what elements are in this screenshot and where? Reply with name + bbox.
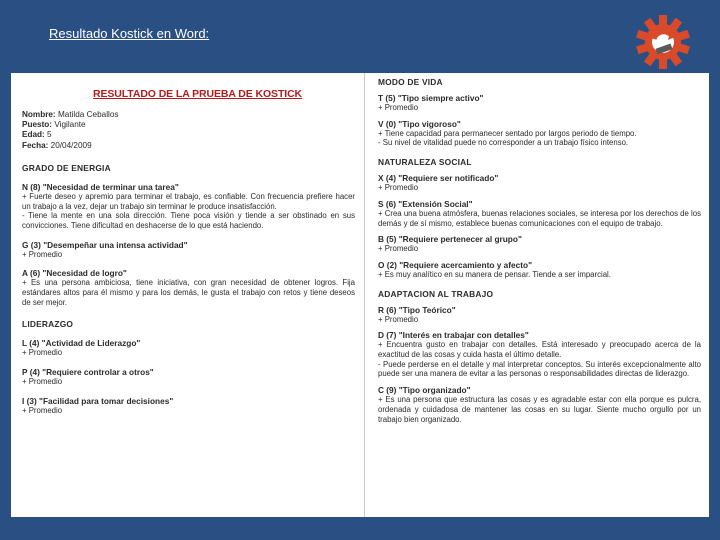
item-line: + Encuentra gusto en trabajar con detalles. Está interesado y preocupado acerca de la exactitud de las cosas y cuida hasta el último detalle. — [378, 340, 701, 360]
item-title: P (4) "Requiere controlar a otros" — [22, 367, 154, 378]
gear-logo-icon — [634, 13, 692, 71]
item-title: S (6) "Extensión Social" — [378, 198, 473, 209]
item-line: + Promedio — [378, 183, 419, 193]
item-title: O (2) "Requiere acercamiento y afecto" — [378, 259, 533, 270]
item-line: + Promedio — [22, 348, 63, 358]
item-line: + Promedio — [378, 244, 419, 254]
item-title: T (5) "Tipo siempre activo" — [378, 93, 484, 103]
item-line: - Tiene la mente en una sola dirección. Tiene poca visión y tiende a ser obstinado en sus convicciones. Tiene dificultad en deshacerse de lo que está haciendo. — [22, 211, 355, 230]
item-line: + Promedio — [378, 103, 419, 112]
section-heading: ADAPTACION AL TRABAJO — [378, 288, 494, 299]
item-title: A (6) "Necesidad de logro" — [22, 268, 127, 279]
item-line: + Es una persona que estructura las cosas y es agradable estar con ella porque es pulcra, ordenada y cuidadosa de mantener las cosas en su lugar. Siente mucho orgullo por un trabajo bien organizado. — [378, 395, 701, 424]
item-title: V (0) "Tipo vigoroso" — [378, 118, 461, 129]
document-right-column — [364, 73, 709, 517]
item-title: I (3) "Facilidad para tomar decisiones" — [22, 395, 174, 406]
candidate-info — [22, 110, 363, 151]
item-title: L (4) "Actividad de Liderazgo" — [22, 338, 141, 349]
item-line: - Puede perderse en el detalle y mal interpretar conceptos. Su interés excepcionalmente alto puede ser una manera de evitar a las personas o responsabilidades directas de liderazgo. — [378, 359, 701, 379]
item-line: - Su nivel de vitalidad puede no corresponder a un trabajo físico intenso. — [378, 138, 629, 148]
item-title: G (3) "Desempeñar una intensa actividad" — [22, 239, 188, 250]
item-title: C (9) "Tipo organizado" — [378, 385, 471, 396]
info-row-name: Nombre: Matilda Ceballos — [22, 110, 119, 119]
item-line: + Es una persona ambiciosa, tiene iniciativa, con gran necesidad de obtener logros. Fija estándares altos para él mismo y para los demás, le gusta el trabajo con retos y tiene deseos de ser mejor. — [22, 278, 355, 307]
document-title: RESULTADO DE LA PRUEBA DE KOSTICK — [93, 88, 303, 100]
item-line: + Promedio — [378, 314, 419, 324]
item-title: B (5) "Requiere pertenecer al grupo" — [378, 234, 522, 245]
item-line: + Promedio — [22, 377, 63, 387]
section-heading: NATURALEZA SOCIAL — [378, 157, 472, 168]
item-line: + Fuerte deseo y apremio para terminar el trabajo, es confiable. Con frecuencia prefiere hacer un trabajo a la vez, dejar un trabajo sin terminar le produce insatisfacción. — [22, 191, 355, 211]
item-line: + Crea una buena atmósfera, buenas relaciones sociales, se interesa por los derechos de los demás y de sí mismo, establece buenas comunicaciones con el equipo de trabajo. — [378, 208, 701, 228]
item-line: + Es muy analítico en su manera de pensar. Tiende a ser imparcial. — [378, 269, 611, 279]
info-row-date: Fecha: 20/04/2009 — [22, 140, 92, 150]
info-row-position: Puesto: Vigilante — [22, 120, 86, 130]
item-title: D (7) "Interés en trabajar con detalles" — [378, 330, 529, 341]
section-heading: GRADO DE ENERGIA — [22, 162, 111, 173]
item-line: + Tiene capacidad para permanecer sentado por largos periodo de tiempo. — [378, 128, 637, 138]
document-left-column — [11, 73, 363, 517]
section-heading: MODO DE VIDA — [378, 77, 443, 87]
item-line: + Promedio — [22, 249, 63, 259]
section-heading: LIDERAZGO — [22, 319, 74, 330]
item-title: R (6) "Tipo Teórico" — [378, 304, 456, 315]
document-image — [11, 73, 709, 517]
slide-title: Resultado Kostick en Word: — [49, 26, 210, 41]
item-title: N (8) "Necesidad de terminar una tarea" — [22, 181, 179, 192]
item-line: + Promedio — [22, 405, 63, 415]
item-title: X (4) "Requiere ser notificado" — [378, 173, 499, 184]
info-row-age: Edad: 5 — [22, 130, 52, 140]
